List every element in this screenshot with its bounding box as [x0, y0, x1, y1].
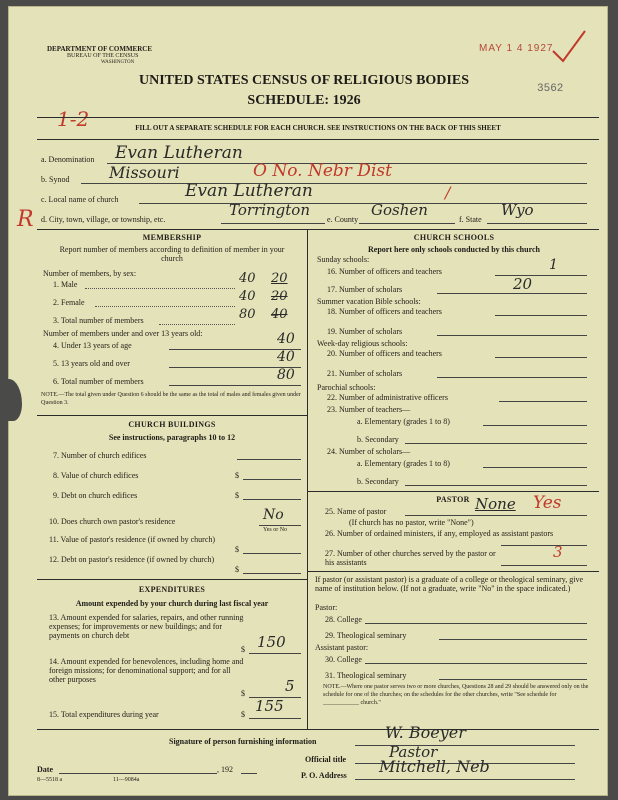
- q14-dollar: $: [241, 689, 245, 698]
- margin-note: 1-2: [57, 107, 90, 131]
- q24a-label: a. Elementary (grades 1 to 8): [357, 459, 450, 468]
- q12-dollar: $: [235, 565, 239, 574]
- pastor-sub-label: Pastor:: [315, 603, 338, 612]
- q4-label: 4. Under 13 years of age: [53, 341, 132, 350]
- margin-mark: R: [17, 207, 34, 232]
- check-mark-icon: [549, 27, 589, 67]
- signature-label: Signature of person furnishing information: [169, 737, 317, 746]
- county-value: Goshen: [371, 201, 428, 219]
- asst-pastor-label: Assistant pastor:: [315, 643, 369, 652]
- torn-edge: [0, 379, 22, 421]
- q15-label: 15. Total expenditures during year: [49, 710, 159, 719]
- bureau-name: BUREAU OF THE CENSUS: [67, 53, 139, 59]
- q14-value: 5: [285, 677, 295, 695]
- q7-label: 7. Number of church edifices: [53, 451, 147, 460]
- q25-label: 25. Name of pastor: [325, 507, 387, 516]
- q1-correction: 20: [271, 271, 288, 286]
- q2-label: 2. Female: [53, 298, 85, 307]
- q9-dollar: $: [235, 491, 239, 500]
- q13-dollar: $: [241, 645, 245, 654]
- q1-label: 1. Male: [53, 280, 78, 289]
- date-label: Date: [37, 765, 53, 774]
- q22-label: 22. Number of administrative officers: [327, 393, 448, 402]
- county-label: e. County: [327, 215, 359, 224]
- q1-value: 40: [239, 271, 256, 286]
- q10-hint: Yes or No: [263, 527, 288, 533]
- form-number: 8—5518 a: [37, 777, 63, 783]
- form-subtitle: SCHEDULE: 1926: [247, 93, 361, 108]
- membership-intro: Report number of members according to definition of member in your church: [59, 245, 285, 263]
- q29-label: 29. Theological seminary: [325, 631, 407, 640]
- city-label: d. City, town, village, or township, etc.: [41, 215, 166, 224]
- schools-heading: CHURCH SCHOOLS: [413, 233, 495, 242]
- q25-note: Yes: [533, 493, 562, 513]
- q30-label: 30. College: [325, 655, 362, 664]
- buildings-intro: See instructions, paragraphs 10 to 12: [108, 433, 236, 442]
- q10-label: 10. Does church own pastor's residence: [49, 517, 176, 526]
- local-name-label: c. Local name of church: [41, 195, 119, 204]
- membership-heading: MEMBERSHIP: [142, 233, 202, 242]
- print-number: 11—9084a: [113, 777, 140, 783]
- q16-value: 1: [549, 257, 558, 273]
- received-stamp: MAY 1 4 1927: [479, 43, 554, 54]
- official-title-label: Official title: [305, 755, 347, 764]
- serial-number: 3562: [537, 83, 564, 95]
- q25-hint: (If church has no pastor, write "None"): [349, 518, 474, 527]
- q3-correction: 40: [271, 307, 288, 322]
- q17-label: 17. Number of scholars: [327, 285, 403, 294]
- schools-intro: Report here only schools conducted by this church: [368, 245, 540, 254]
- signature-value: W. Boeyer: [385, 723, 466, 742]
- by-sex-label: Number of members, by sex:: [43, 269, 137, 278]
- q23b-label: b. Secondary: [357, 435, 399, 444]
- q6-value: 80: [277, 367, 295, 383]
- q11-label: 11. Value of pastor's residence (if owned by church): [49, 535, 216, 544]
- po-address-label: P. O. Address: [301, 771, 347, 780]
- q24-label: 24. Number of scholars—: [327, 447, 411, 456]
- synod-note: O No. Nebr Dist: [253, 161, 392, 181]
- city-value: Torrington: [229, 201, 310, 219]
- q12-label: 12. Debt on pastor's residence (if owned by church): [49, 555, 215, 564]
- form-title: UNITED STATES CENSUS OF RELIGIOUS BODIES: [138, 73, 469, 88]
- q8-label: 8. Value of church edifices: [53, 471, 139, 480]
- age-intro: Number of members under and over 13 years old:: [43, 329, 203, 338]
- q23-label: 23. Number of teachers—: [327, 405, 411, 414]
- q4-value: 40: [277, 331, 295, 347]
- q14-label: 14. Amount expended for benevolences, including home and foreign missions; for denominational support; and for all other purposes: [49, 657, 244, 684]
- po-address-value: Mitchell, Neb: [379, 757, 490, 776]
- q26-label: 26. Number of ordained ministers, if any, employed as assistant pastors: [325, 529, 554, 538]
- graduate-intro: If pastor (or assistant pastor) is a graduate of a college or theological seminary, give name of institution below. (If not a graduate, write "No" in the space indicated.): [315, 575, 584, 593]
- synod-label: b. Synod: [41, 175, 70, 184]
- q3-value: 80: [239, 307, 256, 322]
- q27-label: 27. Number of other churches served by the pastor or his assistants: [325, 549, 496, 567]
- q13-value: 150: [257, 633, 286, 651]
- q25-value: None: [475, 495, 516, 513]
- q31-label: 31. Theological seminary: [325, 671, 407, 680]
- q5-value: 40: [277, 349, 295, 365]
- pastor-note: NOTE.—Where one pastor serves two or more churches, Questions 28 and 29 should be answered only on the schedule for one of the churches; on the schedules for the other churches, write "See schedule for ____________ church.": [323, 684, 589, 706]
- buildings-heading: CHURCH BUILDINGS: [128, 420, 216, 429]
- q15-value: 155: [255, 697, 284, 715]
- synod-value: Missouri: [109, 163, 180, 182]
- date-year: , 192: [217, 765, 233, 774]
- weekday-label: Week-day religious schools:: [317, 339, 408, 348]
- q17-value: 20: [513, 275, 533, 293]
- state-value: Wyo: [501, 201, 534, 219]
- q13-label: 13. Amount expended for salaries, repairs, and other running expenses; for improvements or new buildings; and for payments on church debt: [49, 613, 244, 640]
- denomination-value: Evan Lutheran: [115, 143, 243, 163]
- membership-note: NOTE.—The total given under Question 6 should be the same as the total of males and females given under Question 3.: [41, 392, 301, 406]
- q18-label: 18. Number of officers and teachers: [327, 307, 442, 316]
- q9-label: 9. Debt on church edifices: [53, 491, 138, 500]
- q21-label: 21. Number of scholars: [327, 369, 403, 378]
- parochial-label: Parochial schools:: [317, 383, 376, 392]
- q16-label: 16. Number of officers and teachers: [327, 267, 442, 276]
- q6-label: 6. Total number of members: [53, 377, 144, 386]
- bureau-city: WASHINGTON: [101, 60, 135, 65]
- expenditures-intro: Amount expended by your church during last fiscal year: [75, 599, 269, 608]
- census-schedule-sheet: DEPARTMENT OF COMMERCE BUREAU OF THE CENSUS WASHINGTON MAY 1 4 1927 3562 UNITED STATES CENSUS OF RELIGIOUS BODIES SCHEDULE: 1926 1-2 FILL OUT A SEPARATE SCHEDULE FOR EACH CHURCH. SEE INSTRUCTIONS ON THE BACK OF THIS SHEET R a. Denomination Evan Lutheran b. Synod Missouri O No. Nebr Dist c. Local name of church Evan Lutheran / d. City, town, village, or township, etc. Torrington e. County Goshen f. State Wyo MEMBERSHIP Report number of members according to definition of member in your church Number of members, by sex: 1. Male 40 20 2. Female 40 20 3. Total number of members 80 40 Number of members under and over 13 years old: 4. Under 13 years of age 40 5. 13 years old and over 40 6. Total number of members 80 NOTE.—The total given under Question 6 should be the same as the total of males and females given under Question 3. CHURCH BUILDINGS See instructions, paragraphs 10 to 12 7. Number of church edifices 8. Value of church edifices $ 9. Debt on church edifices $ 10. Does church own pastor's residence No Yes or No 11. Value of pastor's residence (if owned by church) $ 12. Debt on pastor's residence (if owned by church) $ EXPENDITURES Amount expended by your church during last fiscal year 13. Amount expended for salaries, repairs, and other running expenses; for improvements or new buildings; and for payments on church debt $ 150 14. Amount expended for benevolences, including home and foreign missions; for denominational support; and for all other purposes $ 5 15. Total expenditures during year $ 155 CHURCH SCHOOLS Report here only schools conducted by this church Sunday schools: 16. Number of officers and teachers 1 17. Number of scholars 20 Summer vacation Bible schools: 18. Number of officers and teachers 19. Number of scholars Week-day religious schools: 20. Number of officers and teachers 21. Number of scholars Parochial schools: 22. Number of administrative officers 23. Number of teachers— a. Elementary (grades 1 to 8) b. Secondary 24. Number of scholars— a. Elementary (grades 1 to 8) b. Secondary PASTOR 25. Name of pastor None Yes (If church has no pastor, write "None") 26. Number of ordained ministers, if any, employed as assistant pastors 27. Number of other churches served by the pastor or his assistants 3 If pastor (or assistant pastor) is a graduate of a college or theological seminary, give name of institution below. (If not a graduate, write "No" in the space indicated.) Pastor: 28. College 29. Theological seminary Assistant pastor: 30. College 31. Theological seminary NOTE.—Where one pastor serves two or more churches, Questions 28 and 29 should be answered only on the schedule for one of the churches; on the schedules for the other churches, write "See schedule for ____________ church." Signature of person furnishing information W. Boeyer Official title Pastor Date , 192 P. O. Address Mitchell, Neb 8—5518 a 11—9084a: [8, 6, 608, 796]
- sunday-label: Sunday schools:: [317, 255, 370, 264]
- q20-label: 20. Number of officers and teachers: [327, 349, 442, 358]
- q15-dollar: $: [241, 710, 245, 719]
- state-label: f. State: [459, 215, 482, 224]
- q19-label: 19. Number of scholars: [327, 327, 403, 336]
- pastor-heading: PASTOR: [436, 495, 470, 504]
- q27-value: 3: [553, 543, 563, 561]
- q3-label: 3. Total number of members: [53, 316, 144, 325]
- q8-dollar: $: [235, 471, 239, 480]
- summer-label: Summer vacation Bible schools:: [317, 297, 421, 306]
- q5-label: 5. 13 years old and over: [53, 359, 130, 368]
- dept-name: DEPARTMENT OF COMMERCE: [47, 45, 153, 53]
- denomination-label: a. Denomination: [41, 155, 95, 164]
- local-name-value: Evan Lutheran: [185, 181, 313, 201]
- q24b-label: b. Secondary: [357, 477, 399, 486]
- q23a-label: a. Elementary (grades 1 to 8): [357, 417, 450, 426]
- q28-label: 28. College: [325, 615, 362, 624]
- expenditures-heading: EXPENDITURES: [138, 585, 206, 594]
- official-title-value: Pastor: [389, 743, 438, 761]
- q2-correction: 20: [271, 289, 288, 304]
- q2-value: 40: [239, 289, 256, 304]
- q10-value: No: [263, 507, 284, 523]
- q11-dollar: $: [235, 545, 239, 554]
- form-instruction: FILL OUT A SEPARATE SCHEDULE FOR EACH CHURCH. SEE INSTRUCTIONS ON THE BACK OF THIS SHEET: [135, 124, 501, 132]
